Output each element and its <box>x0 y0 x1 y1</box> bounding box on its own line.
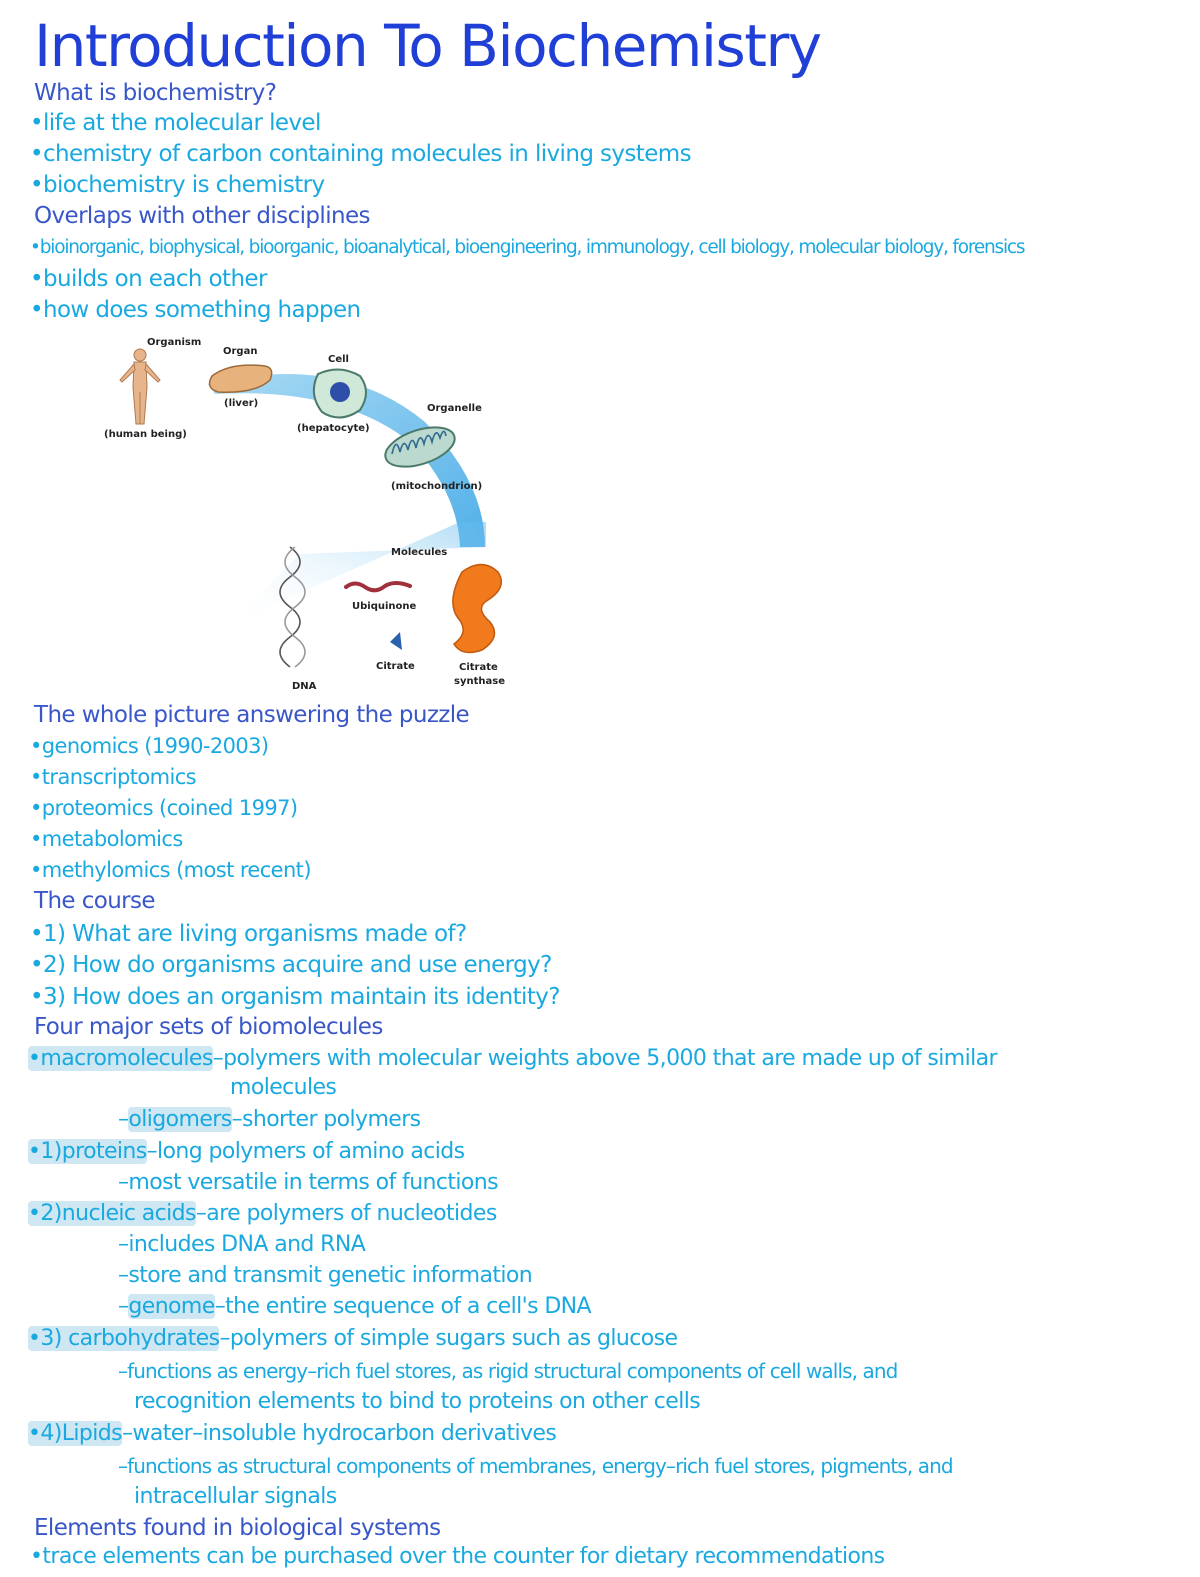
proteins-line <box>28 1137 464 1167</box>
label-citrate: Citrate <box>376 661 415 672</box>
label-mitochondrion: (mitochondrion) <box>391 481 483 492</box>
heading-what-is-biochemistry: What is biochemistry? <box>34 80 277 106</box>
organization-levels-figure <box>90 332 520 692</box>
label-molecules: Molecules <box>391 547 448 558</box>
label-organ: Organ <box>223 346 258 357</box>
label-dna: DNA <box>292 681 317 692</box>
nucleic-acids-line <box>28 1199 497 1229</box>
cell-icon <box>314 369 366 417</box>
bullet-carbon-chemistry: •chemistry of carbon containing molecules in living systems <box>30 141 691 167</box>
lipids-sub-2: intracellular signals <box>134 1484 337 1509</box>
omics-genomics: •genomics (1990-2003) <box>30 734 269 758</box>
label-liver: (liver) <box>224 398 259 409</box>
ubiquinone-icon <box>346 583 410 590</box>
carbohydrates-sub-2: recognition elements to bind to proteins on other cells <box>134 1389 701 1414</box>
label-organism: Organism <box>147 337 202 348</box>
proteins-definition: –long polymers of amino acids <box>146 1139 465 1164</box>
bullet-biochemistry-is-chemistry: •biochemistry is chemistry <box>30 172 325 198</box>
oligomers-dash: – <box>118 1107 129 1132</box>
oligomers-term: oligomers <box>128 1107 232 1132</box>
macromolecules-line <box>28 1044 997 1074</box>
carbohydrates-term: •3) carbohydrates <box>28 1326 220 1351</box>
macromolecules-definition: –polymers with molecular weights above 5,000 that are made up of similar <box>212 1046 997 1071</box>
heading-biomolecules: Four major sets of biomolecules <box>34 1014 383 1040</box>
heading-elements: Elements found in biological systems <box>34 1515 441 1541</box>
elements-trace: •trace elements can be purchased over the counter for dietary recommendations <box>30 1544 885 1569</box>
lipids-sub-1: –functions as structural components of membranes, energy–rich fuel stores, pigments, and <box>118 1454 953 1478</box>
lipids-definition: –water–insoluble hydrocarbon derivatives <box>122 1421 557 1446</box>
bullet-molecular-level: •life at the molecular level <box>30 110 321 136</box>
label-citrate-synthase-2: synthase <box>454 676 505 687</box>
genome-definition: –the entire sequence of a cell's DNA <box>214 1294 591 1319</box>
bullet-how-does-something-happen: •how does something happen <box>30 297 361 323</box>
genome-line <box>118 1292 591 1322</box>
bullet-builds-on-each-other: •builds on each other <box>30 266 267 292</box>
label-ubiquinone: Ubiquinone <box>352 601 417 612</box>
heading-overlaps: Overlaps with other disciplines <box>34 203 370 229</box>
citrate-synthase-icon <box>453 565 501 653</box>
lipids-line <box>28 1419 556 1449</box>
label-human-being: (human being) <box>104 429 187 440</box>
label-organelle: Organelle <box>427 403 482 414</box>
carbohydrates-sub-1: –functions as energy–rich fuel stores, as rigid structural components of cell walls, and <box>118 1359 898 1383</box>
macromolecules-term: •macromolecules <box>28 1046 213 1071</box>
label-hepatocyte: (hepatocyte) <box>297 423 370 434</box>
bullet-disciplines: •bioinorganic, biophysical, bioorganic, bioanalytical, bioengineering, immunology, cell biology, molecular biology, forensics <box>30 237 1025 258</box>
genome-dash: – <box>118 1294 129 1319</box>
label-cell: Cell <box>328 354 349 365</box>
omics-transcriptomics: •transcriptomics <box>30 765 196 789</box>
omics-proteomics: •proteomics (coined 1997) <box>30 796 298 820</box>
human-figure-icon <box>120 349 160 424</box>
genome-term: genome <box>128 1294 215 1319</box>
nucleic-acids-term: •2)nucleic acids <box>28 1201 196 1226</box>
course-question-2: •2) How do organisms acquire and use energy? <box>30 952 552 978</box>
heading-the-course: The course <box>34 888 155 914</box>
citrate-icon <box>390 632 402 650</box>
lipids-term: •4)Lipids <box>28 1421 123 1446</box>
nucleic-acids-sub-2: –store and transmit genetic information <box>118 1263 533 1288</box>
heading-whole-picture: The whole picture answering the puzzle <box>34 702 470 728</box>
label-citrate-synthase-1: Citrate <box>459 662 498 673</box>
course-question-1: •1) What are living organisms made of? <box>30 921 467 947</box>
carbohydrates-definition: –polymers of simple sugars such as glucose <box>219 1326 678 1351</box>
proteins-term: •1)proteins <box>28 1139 147 1164</box>
nucleic-acids-definition: –are polymers of nucleotides <box>195 1201 497 1226</box>
omics-metabolomics: •metabolomics <box>30 827 183 851</box>
nucleic-acids-sub-1: –includes DNA and RNA <box>118 1232 366 1257</box>
course-question-3: •3) How does an organism maintain its identity? <box>30 984 560 1010</box>
oligomers-line <box>118 1105 421 1135</box>
page-title: Introduction To Biochemistry <box>34 12 821 80</box>
proteins-sub: –most versatile in terms of functions <box>118 1170 498 1195</box>
carbohydrates-line <box>28 1324 677 1354</box>
oligomers-definition: –shorter polymers <box>231 1107 421 1132</box>
omics-methylomics: •methylomics (most recent) <box>30 858 311 882</box>
macromolecules-definition-cont: molecules <box>230 1075 337 1100</box>
